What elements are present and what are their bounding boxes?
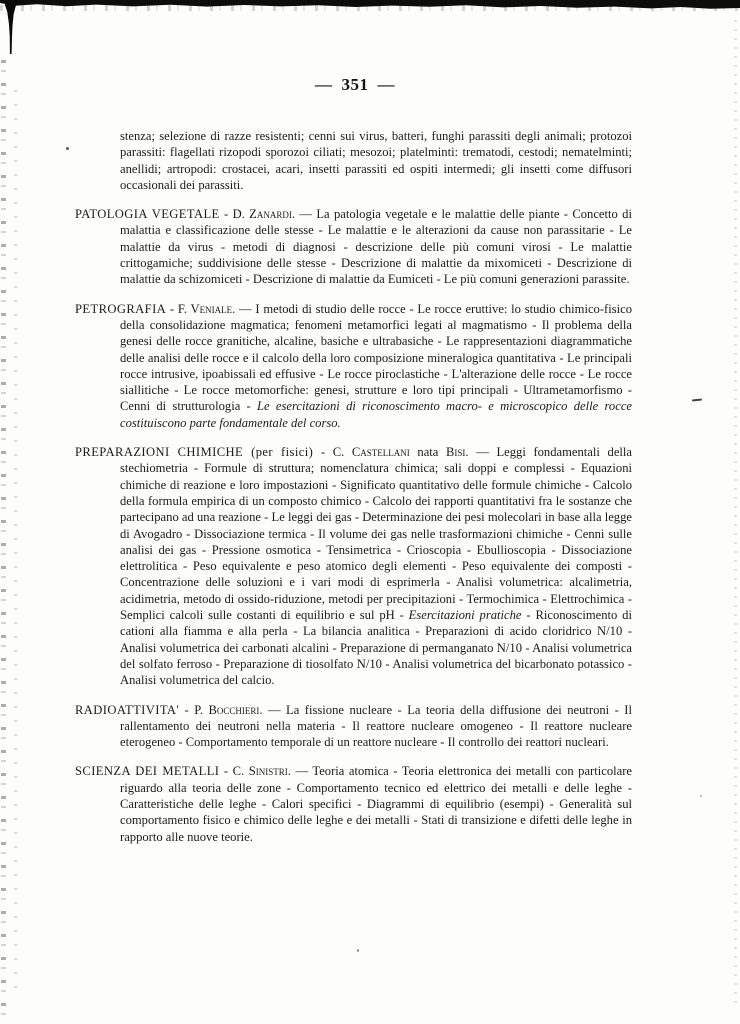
instructor-name: Bisi	[446, 445, 466, 460]
course-title: RADIOATTIVITA'	[75, 702, 180, 717]
page-number: 351	[341, 75, 369, 94]
name-body-separator: . —	[232, 301, 256, 316]
title-name-separator: -	[179, 702, 195, 717]
page-header	[0, 75, 710, 95]
title-name-separator: -	[219, 207, 233, 222]
course-list	[75, 206, 632, 845]
instructor-name: P. Bocchieri	[194, 702, 260, 717]
ink-speck	[700, 795, 702, 797]
scan-edge-top-noise	[0, 5, 740, 11]
course-title: PREPARAZIONI CHIMICHE (per fisici)	[75, 445, 314, 460]
instructor-name: C. Castellani	[332, 445, 410, 460]
header-dash-left: —	[315, 75, 333, 94]
title-name-separator: -	[219, 764, 233, 779]
title-name-separator: -	[313, 445, 333, 460]
continuation-paragraph: stenza; selezione di razze resistenti; cenni sui virus, batteri, funghi parassiti degli animali; protozoi parassiti: flagellati rizopodi sporozoi ciliati; mesozoi; platelminti: trematodi, cestodi; nematelminti; anellidi; artropodi: crostacei, acari, insetti parassiti ed ospiti intermedi; gli insetti come diffusori occasionali dei parassiti.	[120, 129, 632, 192]
title-name-separator: -	[166, 301, 178, 316]
name-body-separator: . —	[291, 207, 317, 222]
instructor-name: nata	[409, 445, 447, 460]
course-description: La fissione nucleare - La teoria della diffusione dei neutroni - Il rallentamento dei neutroni nella materia - Il reattore nucleare omogeneo - Il reattore nucleare eterogeneo - Comportamento temporale di un reattore nucleare - Il controllo dei reattori nucleari.	[120, 702, 632, 750]
scan-edge-left-noise	[1, 60, 6, 1020]
course-entry	[75, 444, 632, 688]
name-body-separator: . —	[259, 702, 287, 717]
course-description: Teoria atomica - Teoria elettronica dei metalli con particolare riguardo alla teoria delle zone - Comportamento tecnico ed elettrico dei metalli e delle leghe - Caratteristiche delle leghe - Calori specifici - Diagrammi di equilibrio (esempi) - Generalità sul comportamento fisico e chimico delle leghe e dei metalli - Stati di transizione e difetti delle leghe in rapporto alle nuove teorie.	[120, 764, 633, 844]
course-title: PATOLOGIA VEGETALE	[75, 207, 220, 222]
course-entry	[75, 206, 632, 287]
course-entry	[75, 301, 632, 431]
name-body-separator: . —	[465, 445, 497, 460]
ink-speck	[66, 147, 69, 150]
course-description: Le esercitazioni di riconoscimento macro- e microscopico delle rocce costituiscono parte fondamentale del corso.	[120, 399, 632, 430]
course-title: SCIENZA DEI METALLI	[75, 764, 220, 779]
instructor-name: F. Veniale	[177, 301, 233, 316]
course-description: - Riconoscimento di cationi alla fiamma e alla perla - La bilancia analitica - Preparazioni di acido cloridrico N/10 - Analisi volumetrica dei carbonati alcalini - Preparazione di permanganato N/10 - Analisi volumetrica del solfato ferroso - Preparazione di tiosolfato N/10 - Analisi volumetrica del bicarbonato potassico - Analisi volumetrica del calcio.	[120, 608, 632, 688]
course-description: Leggi fondamentali della stechiometria - Formule di struttura; nomenclatura chimica; sali doppi e complessi - Equazioni chimiche di reazione e loro impostazioni - Significato quantitativo delle formule chimiche - Calcolo della formula empirica di un composto chimico - Calcolo dei rapporti quantitativi fra le sostanze che partecipano ad una reazione - Le leggi dei gas - Determinazione dei pesi molecolari in base alla legge di Avogadro - Dissociazione termica - Il volume dei gas nelle trasformazioni chimiche - Cenni sulle analisi dei gas - Pressione osmotica - Tensimetrica - Crioscopia - Ebullioscopia - Dissociazione elettrolitica - Peso equivalente e peso atomico degli elementi - Peso equivalente dei composti - Concentrazione delle soluzioni e i vari modi di esprimerla - Analisi volumetrica: alcalimetria, acidimetria, metodo di ossido-riduzione, metodi per precipitazioni - Termochimica - Elettrochimica - Semplici calcoli sulle costanti di equilibrio e sul pH -	[120, 445, 632, 623]
course-description: Esercitazioni pratiche	[408, 608, 522, 623]
scan-edge-right-noise	[734, 20, 737, 1010]
scan-edge-left-noise-secondary	[14, 90, 17, 990]
header-dash-right: —	[377, 75, 395, 94]
ink-speck	[357, 949, 359, 952]
course-entry	[75, 702, 632, 751]
name-body-separator: . —	[287, 764, 313, 779]
course-entry	[75, 763, 632, 844]
text-column	[75, 128, 632, 845]
instructor-name: D. Zanardi	[232, 207, 292, 222]
margin-pen-dash	[692, 398, 702, 401]
instructor-name: C. Sinistri	[232, 764, 288, 779]
course-description: I metodi di studio delle rocce - Le rocce eruttive: lo studio chimico-fisico della consolidazione magmatica; fenomeni metamorfici legati al magmatismo - Il problema della genesi delle rocce granitiche, alcaline, basiche e ultrabasiche - Le rappresentazioni diagrammatiche delle analisi delle rocce e il calcolo della loro composizione mineralogica quantitativa - Le principali rocce intrusive, ipoabissali ed effusive - Le rocce piroclastiche - L'alterazione delle rocce - Le rocce siallitiche - Le rocce metomorfiche: genesi, strutture e loro tipi principali - Ultrametamorfismo - Cenni di strutturologia -	[120, 301, 633, 414]
course-title: PETROGRAFIA	[75, 301, 167, 316]
course-description: La patologia vegetale e le malattie delle piante - Concetto di malattia e classificazione delle stesse - Le malattie e le alterazioni da cause non parassitarie - Le malattie da virus - metodi di diagnosi - descrizione delle più comuni virosi - Le malattie crittogamiche; suddivisione delle stesse - Descrizione di malattie da mixomiceti - Descrizione di malattie da schizomiceti - Descrizione di malattie da Eumiceti - Le più comuni generazioni parassite.	[120, 207, 632, 287]
